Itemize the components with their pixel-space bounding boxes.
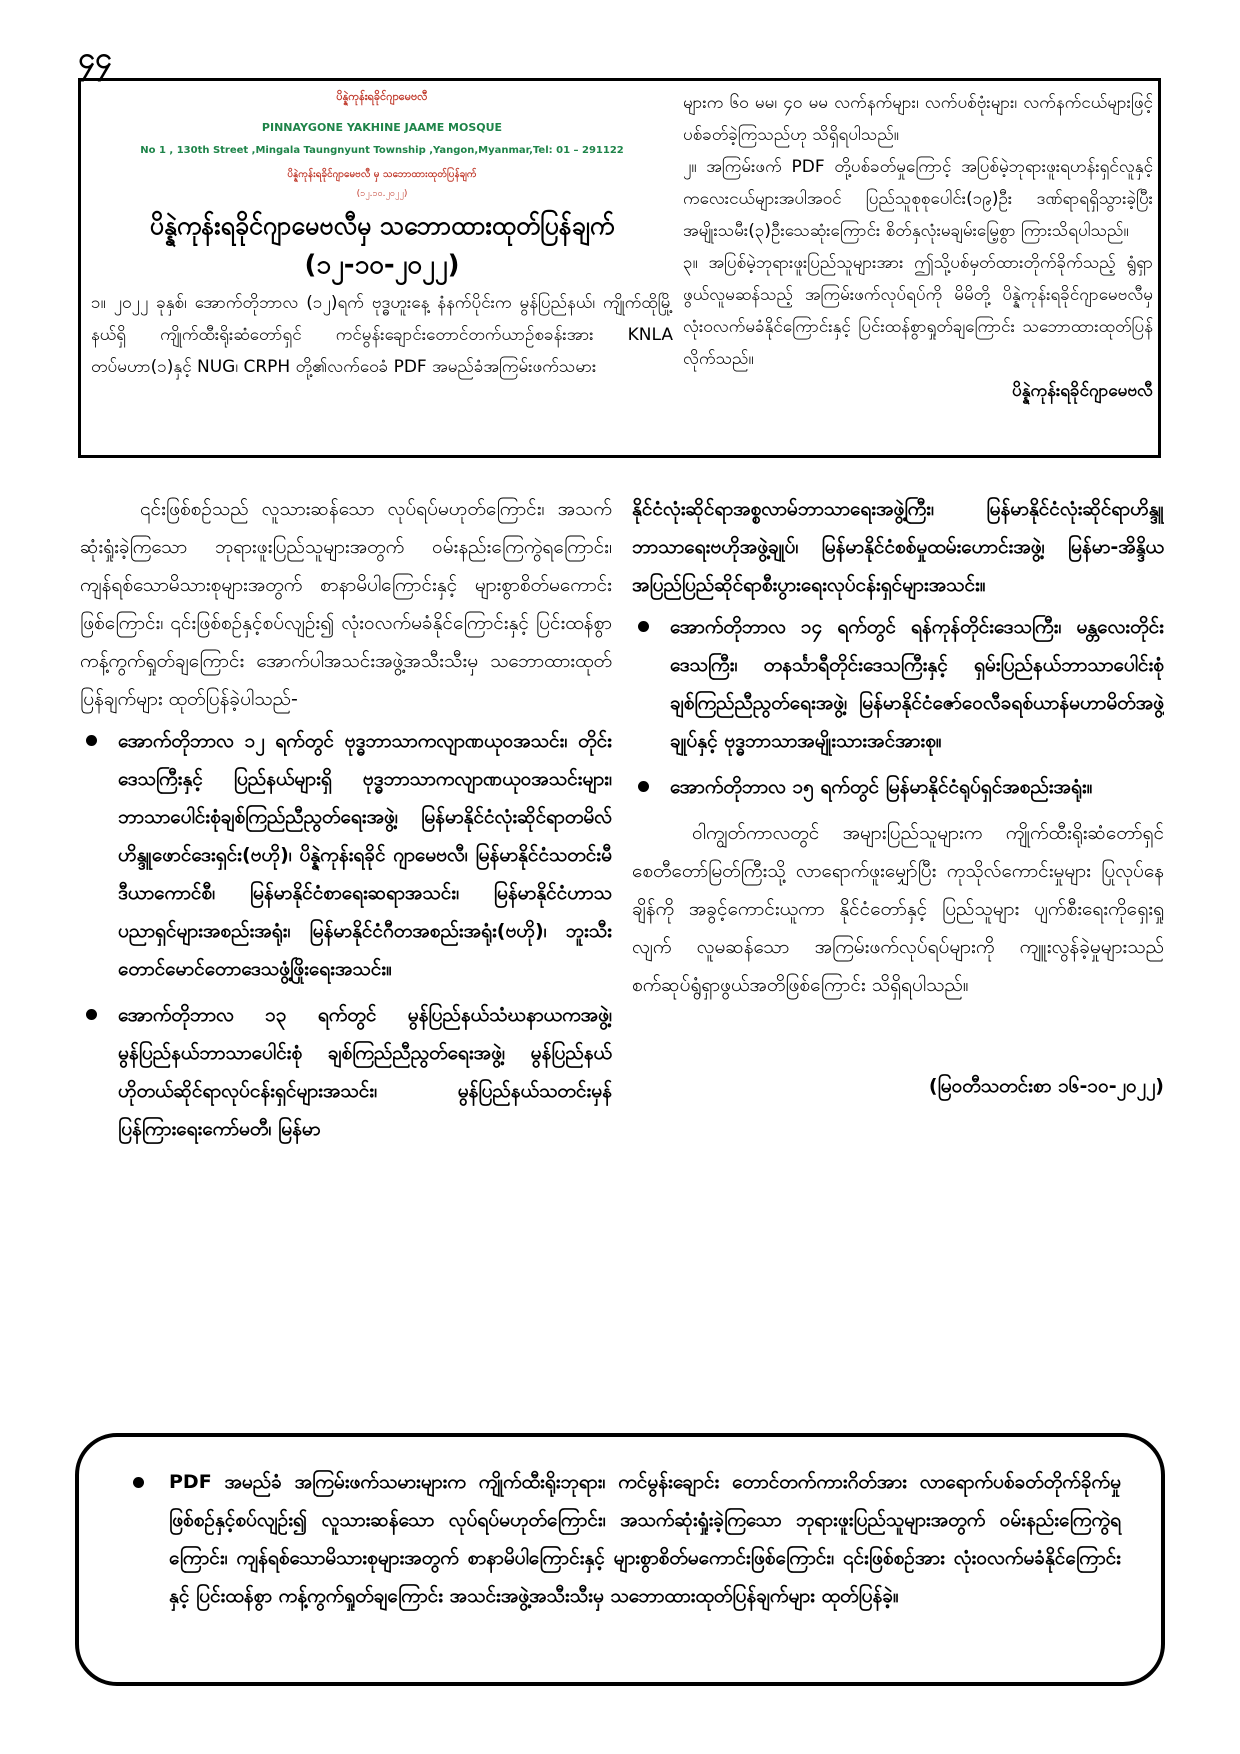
org-name-myanmar: ပိန္နဲကုန်းရခိုင်ဂျာမေဗလီ <box>336 90 428 103</box>
statement-left-column <box>91 87 673 451</box>
list-item-text: အောက်တိုဘာလ ၁၂ ရက်တွင် ဗုဒ္ဓဘာသာကလျာဏယုဝအသင်း၊ တိုင်းဒေသကြီးနှင့် ပြည်နယ်များရှိ ဗုဒ္ဓဘာသာကလျာဏယုဝအသင်းများ၊ ဘာသာပေါင်းစုံချစ်ကြည်ညီညွတ်ရေးအဖွဲ့၊ မြန်မာနိုင်ငံလုံးဆိုင်ရာတမိလ်ဟိန္ဒူဖောင်ဒေးရှင်း(ဗဟို)၊ ပိန္နဲကုန်းရခိုင် ဂျာမေဗလီ၊ မြန်မာနိုင်ငံသတင်းမီဒီယာကောင်စီ၊ မြန်မာနိုင်ငံစာရေးဆရာအသင်း၊ မြန်မာနိုင်ငံဟာသပညာရှင်များအစည်းအရုံး၊ မြန်မာနိုင်ငံဂီတအစည်းအရုံး(ဗဟို)၊ ဘူးသီးတောင်မောင်တောဒေသဖွံ့ဖြိုးရေးအသင်း။ <box>118 730 612 980</box>
bullet-continuation-paragraph: နိုင်ငံလုံးဆိုင်ရာအစ္စလာမ်ဘာသာရေးအဖွဲ့ကြီး၊ မြန်မာနိုင်ငံလုံးဆိုင်ရာဟိန္ဒူဘာသာရေးဗဟိုအဖွဲ့ချုပ်၊ မြန်မာနိုင်ငံစစ်မှုထမ်းဟောင်းအဖွဲ့၊ မြန်မာ-အိန္ဒိယ အပြည်ပြည်ဆိုင်ရာစီးပွားရေးလုပ်ငန်းရှင်များအသင်း။ <box>632 498 1164 596</box>
statement-paragraph-2: ၂။ အကြမ်းဖက် PDF တို့ပစ်ခတ်မှုကြောင့် အပြစ်မဲ့ဘုရားဖူးရဟန်းရှင်လူနှင့် ကလေးငယ်များအပါအဝင် ပြည်သူစုစုပေါင်း(၁၉)ဦး ဒဏ်ရာရရှိသွားခဲ့ပြီး အမျိုးသမီး(၃)ဦးသေဆုံးကြောင်း စိတ်နှလုံးမချမ်းမြေ့စွာ ကြားသိရပါသည်။ <box>683 157 1153 241</box>
left-bullet-list <box>80 722 612 1148</box>
statement-small-date: (၁၂.၁၀.၂၀၂၂) <box>356 189 408 199</box>
list-item <box>80 722 612 988</box>
statement-right-column <box>683 87 1153 451</box>
article-left-column <box>80 490 612 1380</box>
statement-signature: ပိန္နဲကုန်းရခိုင်ဂျာမေဗလီ <box>1012 381 1153 401</box>
org-name-english: PINNAYGONE YAKHINE JAAME MOSQUE <box>261 121 503 134</box>
statement-paragraph-3: ၃။ အပြစ်မဲ့ဘုရားဖူးပြည်သူများအား ဤသို့ပစ်မှတ်ထားတိုက်ခိုက်သည့် ရွံရှာဖွယ်လူမဆန်သည့် အကြမ်းဖက်လုပ်ရပ်ကို မိမိတို့ ပိန္နဲကုန်းရခိုင်ဂျာမေဗလီမှ လုံးဝလက်မခံနိုင်ကြောင်းနှင့် ပြင်းထန်စွာရှုတ်ချကြောင်း သဘောထားထုတ်ပြန်လိုက်သည်။ <box>683 253 1153 369</box>
list-item <box>632 768 1164 806</box>
statement-paragraph-1: ၁။ ၂၀၂၂ ခုနှစ်၊ အောက်တိုဘာလ (၁၂)ရက် ဗုဒ္ဓဟူးနေ့ နံနက်ပိုင်းက မွန်ပြည်နယ်၊ ကျိုက်ထိုမြို့နယ်ရှိ ကျိုက်ထီးရိုးဆံတော်ရှင် ကင်မွန်းချောင်းတောင်တက်ယာဉ်စခန်းအား KNLA တပ်မဟာ(၁)နှင့် NUG၊ CRPH တို့၏လက်ဝေခံ PDF အမည်ခံအကြမ်းဖက်သမား <box>91 293 673 377</box>
statement-date: (၁၂-၁၀-၂၀၂၂) <box>304 250 460 280</box>
source-citation: (မြဝတီသတင်းစာ ၁၆-၁၀-၂၀၂၂) <box>928 1075 1164 1097</box>
list-item-text: အောက်တိုဘာလ ၁၅ ရက်တွင် မြန်မာနိုင်ငံရုပ်ရှင်အစည်းအရုံး။ <box>670 776 1093 798</box>
bullet-icon <box>86 1009 97 1020</box>
closing-paragraph: ဝါကျွတ်ကာလတွင် အများပြည်သူများက ကျိုက်ထီးရိုးဆံတော်ရှင်စေတီတော်မြတ်ကြီးသို့ လာရောက်ဖူးမျှော်ပြီး ကုသိုလ်ကောင်းမှုများ ပြုလုပ်နေချိန်ကို အခွင့်ကောင်းယူကာ နိုင်ငံတော်နှင့် ပြည်သူများ ပျက်စီးရေးကိုရှေးရှုလျက် လူမဆန်သော အကြမ်းဖက်လုပ်ရပ်များကို ကျူးလွန်ခဲ့မှုများသည် စက်ဆုပ်ရွံရှာဖွယ်အတိဖြစ်ကြောင်း သိရှိရပါသည်။ <box>632 822 1164 996</box>
statement-subheading: ပိန္နဲကုန်းရခိုင်ဂျာမေဗလီ မှ သဘောထားထုတ်ပြန်ချက် <box>287 169 477 180</box>
list-item-text: အောက်တိုဘာလ ၁၄ ရက်တွင် ရန်ကုန်တိုင်းဒေသကြီး၊ မန္တလေးတိုင်းဒေသကြီး၊ တနင်္သာရီတိုင်းဒေသကြီးနှင့် ရှမ်းပြည်နယ်ဘာသာပေါင်းစုံချစ်ကြည်ညီညွတ်ရေးအဖွဲ့၊ မြန်မာနိုင်ငံဇော်ဝေလီခရစ်ယာန်မဟာမိတ်အဖွဲ့ချုပ်နှင့် ဗုဒ္ဓဘာသာအမျိုးသားအင်အားစု။ <box>670 616 1164 752</box>
summary-box <box>75 1433 1165 1686</box>
summary-item <box>129 1463 1121 1615</box>
bullet-icon <box>638 781 649 792</box>
bullet-icon <box>86 735 97 746</box>
list-item <box>632 608 1164 760</box>
right-bullet-list <box>632 608 1164 806</box>
list-item-text: အောက်တိုဘာလ ၁၃ ရက်တွင် မွန်ပြည်နယ်သံဃနာယကအဖွဲ့၊ မွန်ပြည်နယ်ဘာသာပေါင်းစုံ ချစ်ကြည်ညီညွတ်ရေးအဖွဲ့၊ မွန်ပြည်နယ်ဟိုတယ်ဆိုင်ရာလုပ်ငန်းရှင်များအသင်း၊ မွန်ပြည်နယ်သတင်းမှန်ပြန်ကြားရေးကော်မတီ၊ မြန်မာ <box>118 1004 612 1140</box>
page-number: ၄၄ <box>78 41 112 76</box>
statement-paragraph-1-continued: များက ၆၀ မမ၊ ၄၀ မမ လက်နက်များ၊ လက်ပစ်ဗုံးများ၊ လက်နက်ငယ်များဖြင့် ပစ်ခတ်ခဲ့ကြသည်ဟု သိရှိရပါသည်။ <box>683 93 1153 145</box>
bullet-icon <box>133 1477 144 1488</box>
article-intro-paragraph: ၎င်းဖြစ်စဉ်သည် လူသားဆန်သော လုပ်ရပ်မဟုတ်ကြောင်း၊ အသက်ဆုံးရှုံးခဲ့ကြသော ဘုရားဖူးပြည်သူများအတွက် ဝမ်းနည်းကြေကွဲရကြောင်း၊ ကျန်ရစ်သောမိသားစုများအတွက် စာနာမိပါကြောင်းနှင့် များစွာစိတ်မကောင်းဖြစ်ကြောင်း၊ ၎င်းဖြစ်စဉ်နှင့်စပ်လျဉ်း၍ လုံးဝလက်မခံနိုင်ကြောင်းနှင့် ပြင်းထန်စွာ ကန့်ကွက်ရှုတ်ချကြောင်း အောက်ပါအသင်းအဖွဲ့အသီးသီးမှ သဘောထားထုတ်ပြန်ချက်များ ထုတ်ပြန်ခဲ့ပါသည်- <box>80 498 612 710</box>
article-right-column <box>632 490 1164 1370</box>
org-address: No 1 , 130th Street ,Mingala Taungnyunt Township ,Yangon,Myanmar,Tel: 01 – 291122 <box>140 145 624 156</box>
mosque-statement-box <box>78 78 1161 458</box>
statement-title: ပိန္နဲကုန်းရခိုင်ဂျာမေဗလီမှ သဘောထားထုတ်ပြန်ချက် <box>149 211 615 240</box>
bullet-icon <box>638 621 649 632</box>
list-item <box>80 996 612 1148</box>
summary-text: PDF အမည်ခံ အကြမ်းဖက်သမားများက ကျိုက်ထီးရိုးဘုရား၊ ကင်မွန်းချောင်း တောင်တက်ကားဂိတ်အား လာရောက်ပစ်ခတ်တိုက်ခိုက်မှုဖြစ်စဉ်နှင့်စပ်လျဉ်း၍ လူသားဆန်သော လုပ်ရပ်မဟုတ်ကြောင်း၊ အသက်ဆုံးရှုံးခဲ့ကြသော ဘုရားဖူးပြည်သူများအတွက် ဝမ်းနည်းကြေကွဲရကြောင်း၊ ကျန်ရစ်သောမိသားစုများအတွက် စာနာမိပါကြောင်းနှင့် များစွာစိတ်မကောင်းဖြစ်ကြောင်း၊ ၎င်းဖြစ်စဉ်အား လုံးဝလက်မခံနိုင်ကြောင်းနှင့် ပြင်းထန်စွာ ကန့်ကွက်ရှုတ်ချကြောင်း အသင်းအဖွဲ့အသီးသီးမှ သဘောထားထုတ်ပြန်ချက်များ ထုတ်ပြန်ခဲ့။ <box>169 1471 1121 1607</box>
